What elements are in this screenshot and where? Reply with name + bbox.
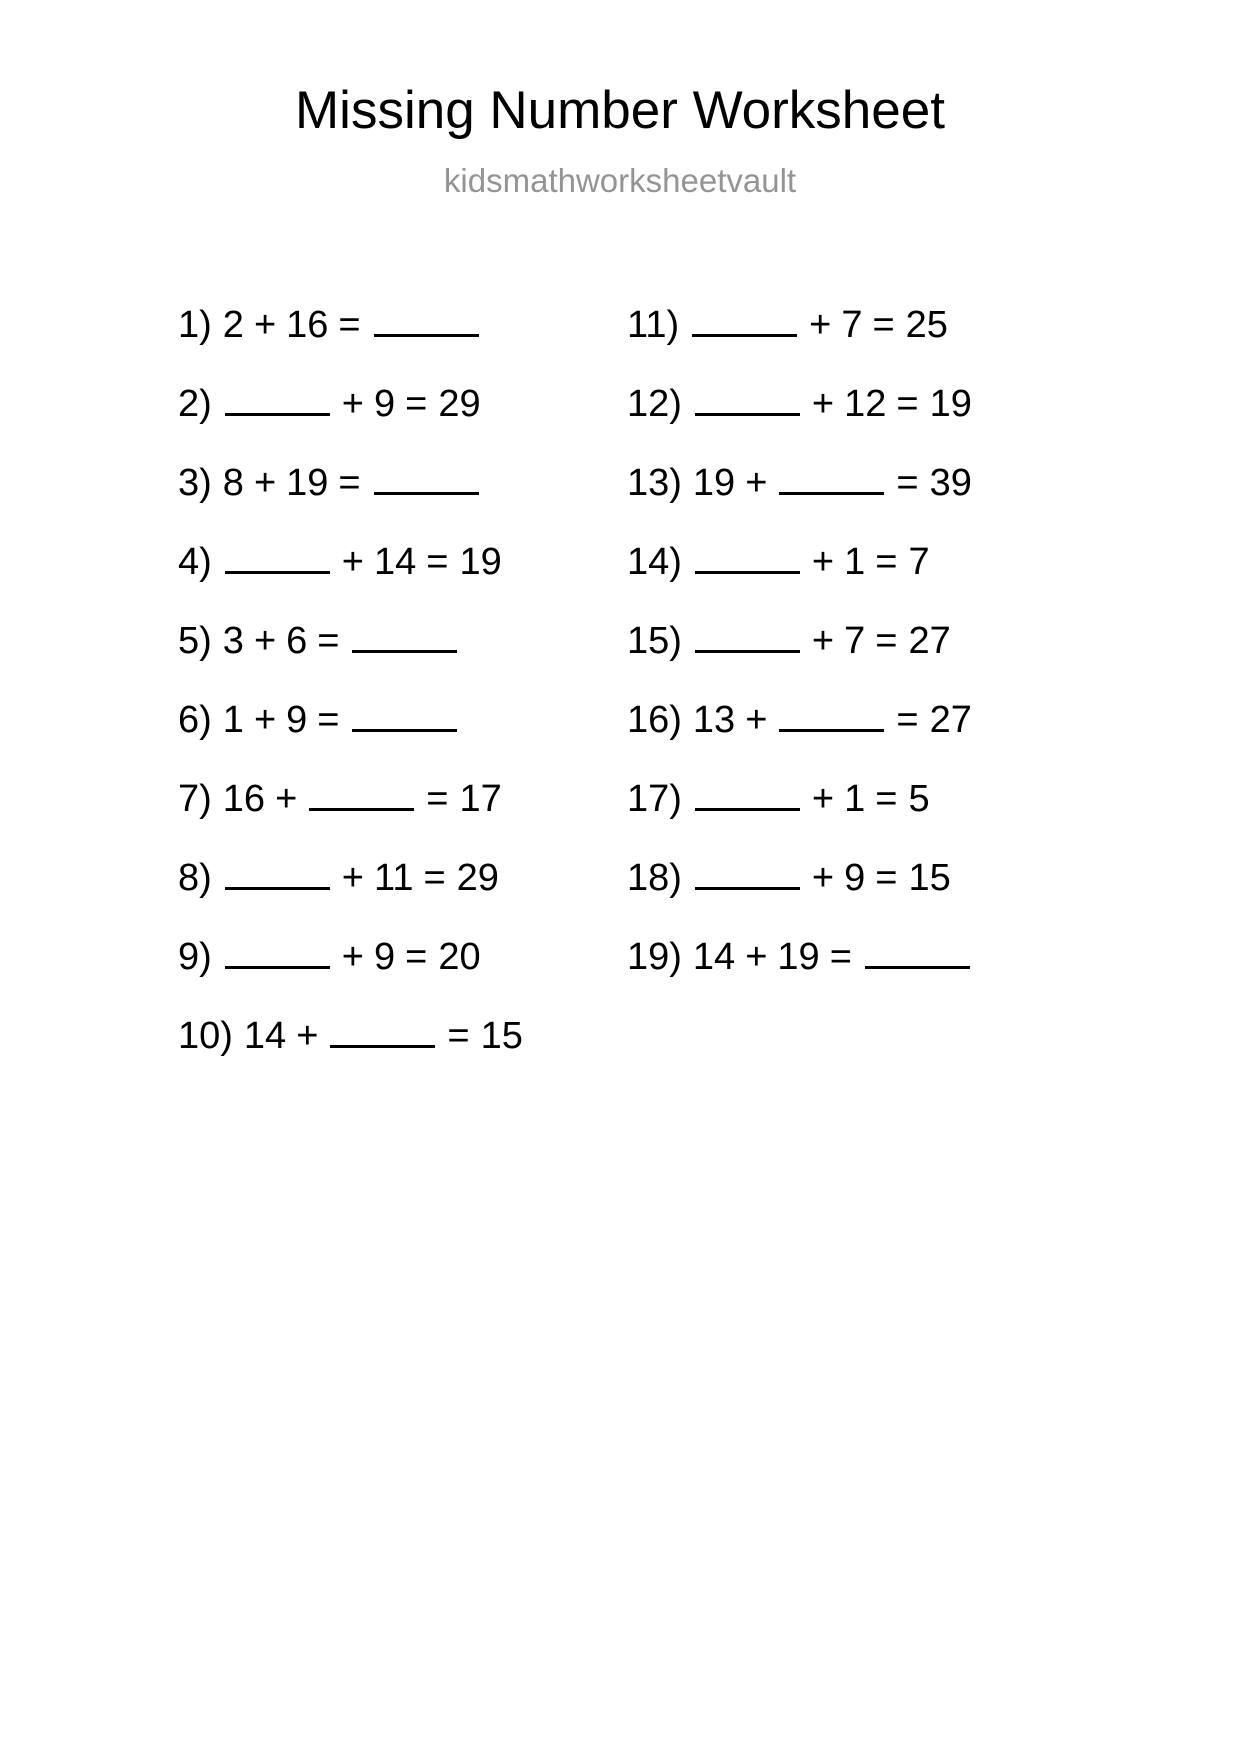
term-a: 1 [222, 699, 244, 741]
problem-number: 18) [627, 857, 682, 899]
operator-equals: = [317, 699, 340, 741]
operator-plus: + [809, 304, 832, 346]
operator-equals: = [426, 541, 449, 583]
operator-equals: = [896, 699, 919, 741]
term-result: 5 [908, 778, 930, 820]
term-result: 19 [459, 541, 502, 583]
term-result: 7 [908, 541, 930, 583]
operator-equals: = [405, 383, 428, 425]
problem-column-left [178, 300, 608, 1090]
answer-blank-result[interactable] [374, 300, 479, 337]
term-b: 9 [844, 857, 866, 899]
operator-equals: = [405, 936, 428, 978]
term-result: 27 [929, 699, 972, 741]
problem-row [178, 458, 608, 537]
term-b: 1 [844, 778, 866, 820]
operator-equals: = [423, 857, 446, 899]
term-result: 20 [438, 936, 481, 978]
term-b: 6 [286, 620, 308, 662]
operator-plus: + [341, 857, 364, 899]
term-b: 9 [286, 699, 308, 741]
answer-blank-a[interactable] [692, 300, 797, 337]
term-a: 16 [222, 778, 266, 820]
operator-plus: + [341, 383, 364, 425]
operator-equals: = [317, 620, 340, 662]
operator-equals: = [896, 383, 919, 425]
term-a: 8 [222, 462, 244, 504]
term-b: 12 [844, 383, 887, 425]
page-subtitle: kidsmathworksheetvault [443, 162, 797, 199]
operator-plus: + [253, 462, 277, 504]
problem-number: 5) [178, 620, 212, 662]
term-result: 29 [456, 857, 499, 899]
answer-blank-a[interactable] [695, 616, 800, 653]
problem-number: 19) [627, 936, 682, 978]
answer-blank-b[interactable] [309, 774, 414, 811]
problem-row [178, 300, 608, 379]
operator-plus: + [275, 778, 298, 820]
problem-row [627, 695, 1057, 774]
operator-plus: + [811, 620, 835, 662]
operator-equals: = [872, 304, 895, 346]
operator-equals: = [875, 620, 898, 662]
term-b: 19 [286, 462, 329, 504]
operator-plus: + [253, 304, 277, 346]
term-result: 19 [929, 383, 972, 425]
answer-blank-a[interactable] [225, 932, 330, 969]
term-b: 14 [374, 541, 417, 583]
term-result: 15 [480, 1015, 523, 1057]
operator-plus: + [811, 541, 835, 583]
problem-row [178, 537, 608, 616]
answer-blank-result[interactable] [352, 695, 457, 732]
problem-row [627, 774, 1057, 853]
answer-blank-a[interactable] [695, 774, 800, 811]
problem-row [178, 853, 608, 932]
answer-blank-a[interactable] [225, 853, 330, 890]
problem-column-right [627, 300, 1057, 1011]
problem-row [178, 774, 608, 853]
problem-number: 1) [178, 304, 212, 346]
problem-row [627, 932, 1057, 1011]
term-b: 9 [374, 383, 396, 425]
term-result: 25 [905, 304, 948, 346]
answer-blank-a[interactable] [695, 853, 800, 890]
operator-equals: = [447, 1015, 470, 1057]
problem-row [627, 853, 1057, 932]
term-b: 11 [374, 857, 414, 899]
operator-plus: + [811, 857, 835, 899]
problem-row [627, 379, 1057, 458]
operator-equals: = [338, 462, 361, 504]
answer-blank-result[interactable] [865, 932, 970, 969]
operator-equals: = [875, 541, 898, 583]
term-result: 29 [438, 383, 481, 425]
answer-blank-result[interactable] [374, 458, 479, 495]
answer-blank-b[interactable] [779, 695, 884, 732]
operator-plus: + [811, 778, 835, 820]
term-result: 17 [459, 778, 502, 820]
operator-equals: = [426, 778, 449, 820]
term-result: 39 [929, 462, 972, 504]
problem-number: 14) [627, 541, 682, 583]
term-b: 7 [844, 620, 866, 662]
page-title: Missing Number Worksheet [295, 81, 945, 140]
term-b: 16 [286, 304, 329, 346]
problem-row [178, 932, 608, 1011]
operator-plus: + [341, 936, 364, 978]
answer-blank-a[interactable] [695, 379, 800, 416]
problem-number: 4) [178, 541, 212, 583]
term-b: 9 [374, 936, 396, 978]
operator-equals: = [875, 778, 898, 820]
operator-equals: = [338, 304, 361, 346]
term-a: 14 [692, 936, 736, 978]
operator-plus: + [341, 541, 364, 583]
operator-equals: = [896, 462, 919, 504]
answer-blank-a[interactable] [225, 379, 330, 416]
problem-number: 17) [627, 778, 682, 820]
problem-row [178, 379, 608, 458]
operator-plus: + [811, 383, 835, 425]
term-result: 27 [908, 620, 951, 662]
operator-plus: + [253, 699, 277, 741]
operator-plus: + [296, 1015, 319, 1057]
term-a: 13 [692, 699, 736, 741]
problem-row [627, 616, 1057, 695]
problem-row [627, 537, 1057, 616]
operator-equals: = [829, 936, 852, 978]
operator-equals: = [875, 857, 898, 899]
problem-number: 16) [627, 699, 682, 741]
problem-number: 11) [627, 304, 680, 346]
term-a: 2 [222, 304, 244, 346]
term-a: 19 [692, 462, 736, 504]
term-b: 7 [841, 304, 863, 346]
problem-number: 6) [178, 699, 212, 741]
answer-blank-b[interactable] [330, 1011, 435, 1048]
problem-number: 2) [178, 383, 212, 425]
problem-number: 10) [178, 1015, 233, 1057]
problem-row [178, 695, 608, 774]
answer-blank-result[interactable] [352, 616, 457, 653]
problem-number: 15) [627, 620, 682, 662]
problem-number: 3) [178, 462, 212, 504]
operator-plus: + [745, 936, 768, 978]
answer-blank-a[interactable] [225, 537, 330, 574]
operator-plus: + [253, 620, 277, 662]
term-b: 1 [844, 541, 866, 583]
problem-row [178, 1011, 608, 1090]
problem-number: 12) [627, 383, 682, 425]
problem-number: 8) [178, 857, 212, 899]
term-a: 3 [222, 620, 244, 662]
problem-area [0, 300, 1240, 1160]
problem-number: 7) [178, 778, 212, 820]
answer-blank-a[interactable] [695, 537, 800, 574]
problem-row [178, 616, 608, 695]
operator-plus: + [745, 462, 768, 504]
term-a: 14 [243, 1015, 287, 1057]
problem-row [627, 300, 1057, 379]
answer-blank-b[interactable] [779, 458, 884, 495]
term-result: 15 [908, 857, 951, 899]
term-b: 19 [777, 936, 820, 978]
problem-number: 13) [627, 462, 682, 504]
operator-plus: + [745, 699, 768, 741]
problem-number: 9) [178, 936, 212, 978]
problem-row [627, 458, 1057, 537]
